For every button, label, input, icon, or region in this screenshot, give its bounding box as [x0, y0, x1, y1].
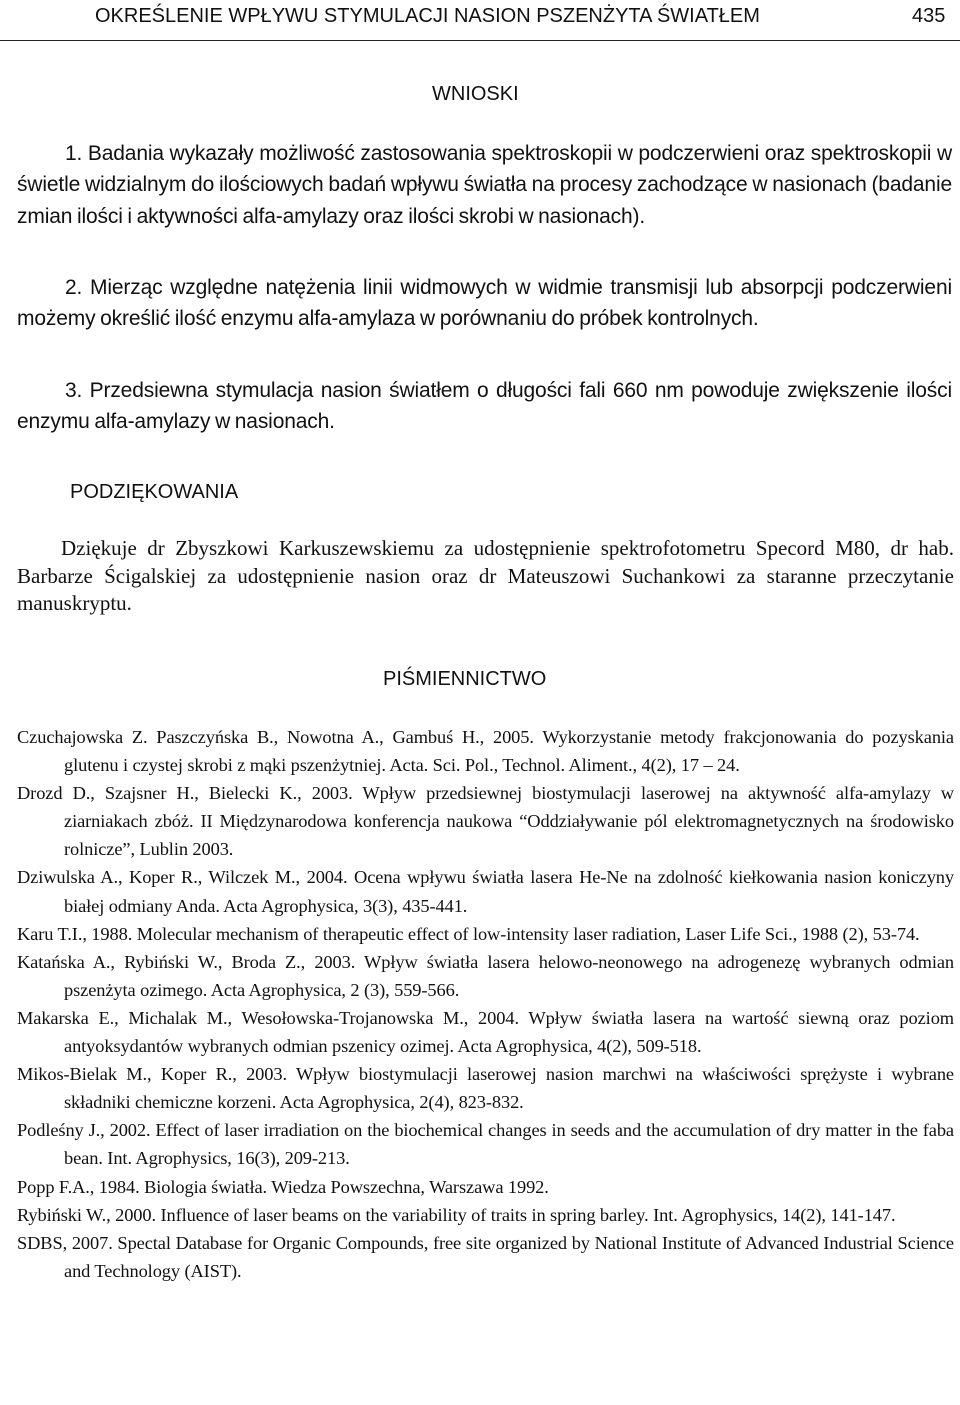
- references-heading: PIŚMIENNICTWO: [383, 668, 547, 690]
- acknowledgements-text: Dziękuje dr Zbyszkowi Karkuszewskiemu za udostępnienie spektrofotometru Specord M80, dr hab. Barbarze Ścigalskiej za udostępnienie nasion oraz dr Mateuszowi Suchankowi za staranne przeczytanie manuskryptu.: [17, 536, 954, 615]
- reference-item: Drozd D., Szajsner H., Bielecki K., 2003. Wpływ przedsiewnej biostymulacji laserowej na aktywność alfa-amylazy w ziarniakach zbóż. II Międzynarodowa konferencja naukowa “Oddziaływanie pól elektromagnetycznych na środowisko rolnicze”, Lublin 2003.: [17, 783, 954, 860]
- acknowledgements-heading: PODZIĘKOWANIA: [70, 481, 239, 503]
- conclusion-item: 1. Badania wykazały możliwość zastosowania spektroskopii w podczerwieni oraz spektroskopii w świetle widzialnym do ilościowych badań wpływu światła na procesy zachodzące w nasionach (badanie zmian ilości i aktywności alfa-amylazy oraz ilości skrobi w nasionach).: [17, 142, 952, 228]
- reference-item: Czuchajowska Z. Paszczyńska B., Nowotna A., Gambuś H., 2005. Wykorzystanie metody frakcjonowania do pozyskania glutenu i czystej skrobi z mąki pszenżytniej. Acta. Sci. Pol., Technol. Aliment., 4(2), 17 – 24.: [17, 727, 954, 776]
- reference-item: SDBS, 2007. Spectal Database for Organic Compounds, free site organized by National Institute of Advanced Industrial Science and Technology (AIST).: [17, 1232, 954, 1281]
- reference-item: Karu T.I., 1988. Molecular mechanism of therapeutic effect of low-intensity laser radiation, Laser Life Sci., 1988 (2), 53-74.: [17, 923, 920, 944]
- page-number: 435: [912, 5, 946, 27]
- conclusions-heading: WNIOSKI: [432, 83, 519, 105]
- reference-item: Makarska E., Michalak M., Wesołowska-Trojanowska M., 2004. Wpływ światła lasera na wartość siewną oraz poziom antyoksydantów wybranych odmian pszenicy ozimej. Acta Agrophysica, 4(2), 509-518.: [17, 1007, 954, 1057]
- reference-item: Rybiński W., 2000. Influence of laser beams on the variability of traits in spring barley. Int. Agrophysics, 14(2), 141-147.: [17, 1204, 896, 1225]
- conclusion-item: 2. Mierząc względne natężenia linii widmowych w widmie transmisji lub absorpcji podczerwieni możemy określić ilość enzymu alfa-amylaza w porównaniu do próbek kontrolnych.: [17, 276, 952, 331]
- references-list: [17, 723, 954, 1285]
- reference-item: Mikos-Bielak M., Koper R., 2003. Wpływ biostymulacji laserowej nasion marchwi na właściwości sprężyste i wybrane składniki chemiczne korzeni. Acta Agrophysica, 2(4), 823-832.: [17, 1064, 954, 1113]
- reference-item: Podleśny J., 2002. Effect of laser irradiation on the biochemical changes in seeds and the accumulation of dry matter in the faba bean. Int. Agrophysics, 16(3), 209-213.: [17, 1120, 954, 1169]
- reference-item: Popp F.A., 1984. Biologia światła. Wiedza Powszechna, Warszawa 1992.: [17, 1176, 549, 1197]
- reference-item: Katańska A., Rybiński W., Broda Z., 2003. Wpływ światła lasera helowo-neonowego na adrogenezę wybranych odmian pszenżyta ozimego. Acta Agrophysica, 2 (3), 559-566.: [17, 951, 954, 1000]
- running-title: OKREŚLENIE WPŁYWU STYMULACJI NASION PSZENŻYTA ŚWIATŁEM: [95, 5, 760, 27]
- conclusion-item: 3. Przedsiewna stymulacja nasion światłem o długości fali 660 nm powoduje zwiększenie ilości enzymu alfa-amylazy w nasionach.: [17, 379, 952, 434]
- reference-item: Dziwulska A., Koper R., Wilczek M., 2004. Ocena wpływu światła lasera He-Ne na zdolność kiełkowania nasion koniczyny białej odmiany Anda. Acta Agrophysica, 3(3), 435-441.: [17, 867, 954, 916]
- running-header: [0, 0, 960, 41]
